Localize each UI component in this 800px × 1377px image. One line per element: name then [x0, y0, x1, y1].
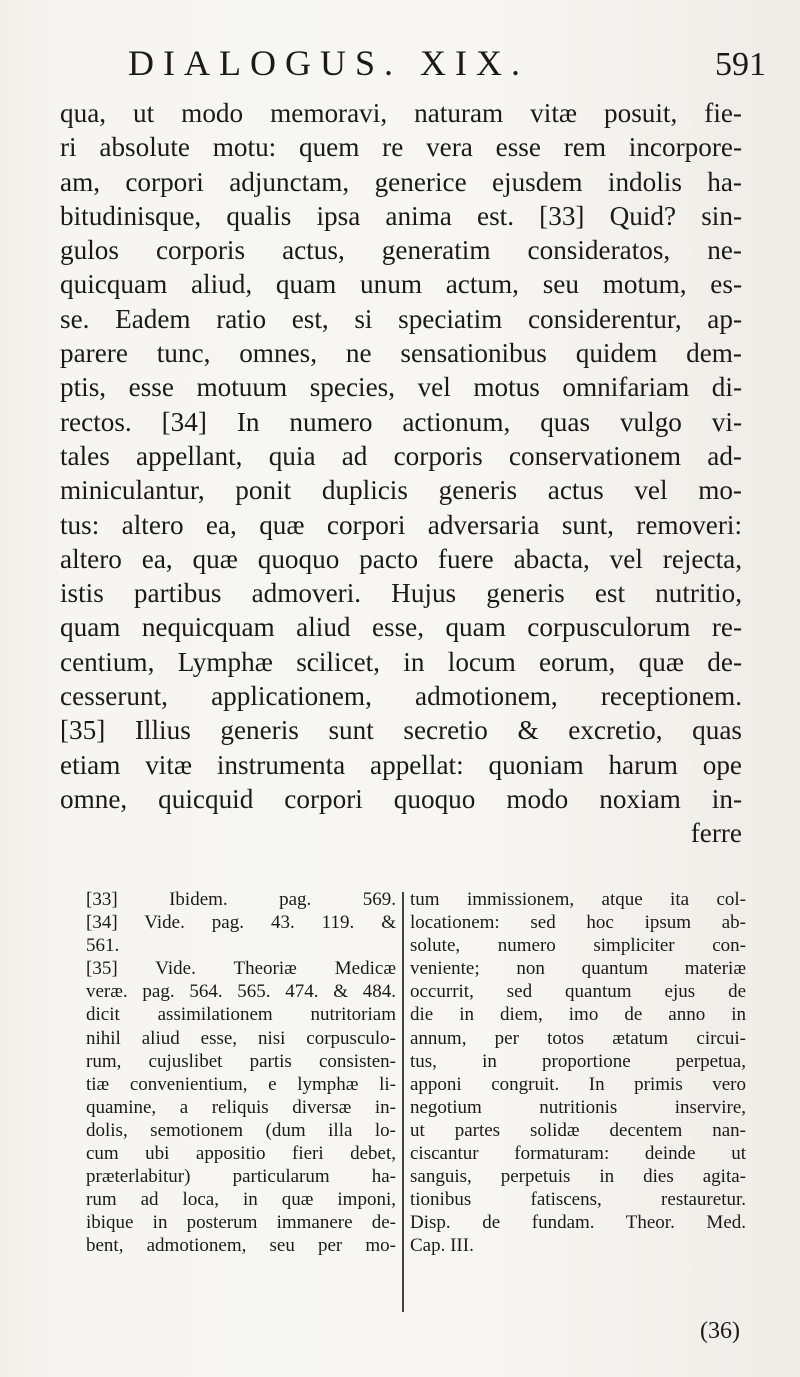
- footnote-line: bent, admotionem, seu per mo-: [86, 1235, 396, 1257]
- main-text-line: ferre: [690, 818, 742, 849]
- footnote-line: negotium nutritionis inservire,: [410, 1096, 746, 1118]
- footnote-line: Cap. III.: [410, 1235, 474, 1257]
- footnote-line: occurrit, sed quantum ejus de: [410, 981, 746, 1003]
- footnote-line: veniente; non quantum materiæ: [410, 958, 746, 980]
- footnote-column-right: [410, 888, 746, 1258]
- main-text-line: rectos. [34] In numero actionum, quas vulgo vi-: [60, 406, 742, 437]
- footnote-line: ciscantur formaturam: deinde ut: [410, 1143, 746, 1165]
- footnote-line: annum, per totos ætatum circui-: [410, 1027, 746, 1049]
- footnote-line: veræ. pag. 564. 565. 474. & 484.: [86, 981, 396, 1003]
- main-text-line: istis partibus admoveri. Hujus generis est nutritio,: [60, 578, 742, 609]
- footnote-line: Disp. de fundam. Theor. Med.: [410, 1212, 746, 1234]
- footnote-line: apponi congruit. In primis vero: [410, 1073, 746, 1095]
- footnote-line: rum, cujuslibet partis consisten-: [86, 1050, 396, 1072]
- footnote-line: nihil aliud esse, nisi corpusculo-: [86, 1027, 396, 1049]
- footnote-line: cum ubi appositio fieri debet,: [86, 1143, 396, 1165]
- footnote-line: tus, in proportione perpetua,: [410, 1050, 746, 1072]
- main-text-line: etiam vitæ instrumenta appellat: quoniam harum ope: [60, 749, 742, 780]
- main-text-line: [35] Illius generis sunt secretio & excretio, quas: [60, 715, 742, 746]
- main-text-line: miniculantur, ponit duplicis generis actus vel mo-: [60, 475, 742, 506]
- main-text-line: ptis, esse motuum species, vel motus omnifariam di-: [60, 372, 742, 403]
- page-number: 591: [715, 46, 766, 83]
- footnote-line: 561.: [86, 935, 120, 957]
- main-text-line: quam nequicquam aliud esse, quam corpusculorum re-: [60, 612, 742, 643]
- footnote-line: quamine, a reliquis diversæ in-: [86, 1096, 396, 1118]
- footnote-line: ibique in posterum immanere de-: [86, 1212, 396, 1234]
- main-text-line: gulos corporis actus, generatim consideratos, ne-: [60, 235, 742, 266]
- main-text-line: cesserunt, applicationem, admotionem, receptionem.: [60, 681, 742, 712]
- footnote-line: rum ad loca, in quæ imponi,: [86, 1189, 396, 1211]
- footnote-line: tiæ convenientium, e lymphæ li-: [86, 1073, 396, 1095]
- main-text-line: altero ea, quæ quoquo pacto fuere abacta, vel rejecta,: [60, 543, 742, 574]
- footnotes-block: [86, 888, 746, 1328]
- footnote-line: dolis, semotionem (dum illa lo-: [86, 1119, 396, 1141]
- main-text-line: tales appellant, quia ad corporis conservationem ad-: [60, 440, 742, 471]
- footnote-line: die in diem, imo de anno in: [410, 1004, 746, 1026]
- main-text-line: ri absolute motu: quem re vera esse rem incorpore-: [60, 132, 742, 163]
- main-text-block: [60, 96, 742, 851]
- footnote-line: sanguis, perpetuis in dies agita-: [410, 1166, 746, 1188]
- main-text-line: omne, quicquid corpori quoquo modo noxiam in-: [60, 783, 742, 814]
- footnote-line: locationem: sed hoc ipsum ab-: [410, 912, 746, 934]
- footnote-column-divider: [402, 892, 404, 1312]
- main-text-line: qua, ut modo memoravi, naturam vitæ posuit, fie-: [60, 98, 742, 128]
- running-head: [60, 38, 766, 98]
- footnote-line: solute, numero simpliciter con-: [410, 935, 746, 957]
- running-title: DIALOGUS. XIX.: [128, 43, 529, 83]
- main-text-line: parere tunc, omnes, ne sensationibus quidem dem-: [60, 338, 742, 369]
- footnote-line: [34] Vide. pag. 43. 119. &: [86, 912, 396, 934]
- footnote-line: tum immissionem, atque ita col-: [410, 889, 746, 910]
- main-text-line: se. Eadem ratio est, si speciatim considerentur, ap-: [60, 303, 742, 334]
- footnote-column-left: [86, 888, 396, 1258]
- footnote-line: tionibus fatiscens, restauretur.: [410, 1189, 746, 1211]
- footnote-line: ut partes solidæ decentem nan-: [410, 1119, 746, 1141]
- main-text-line: bitudinisque, qualis ipsa anima est. [33] Quid? sin-: [60, 200, 742, 231]
- main-text-line: centium, Lymphæ scilicet, in locum eorum, quæ de-: [60, 646, 742, 677]
- footnote-line: [33] Ibidem. pag. 569.: [86, 889, 396, 910]
- main-text-line: quicquam aliud, quam unum actum, seu motum, es-: [60, 269, 742, 300]
- footnote-line: dicit assimilationem nutritoriam: [86, 1004, 396, 1026]
- main-text-line: am, corpori adjunctam, generice ejusdem indolis ha-: [60, 166, 742, 197]
- signature-mark: (36): [700, 1318, 740, 1344]
- footnote-line: præterlabitur) particularum ha-: [86, 1166, 396, 1188]
- footnote-line: [35] Vide. Theoriæ Medicæ: [86, 958, 396, 980]
- main-text-line: tus: altero ea, quæ corpori adversaria sunt, removeri:: [60, 509, 742, 540]
